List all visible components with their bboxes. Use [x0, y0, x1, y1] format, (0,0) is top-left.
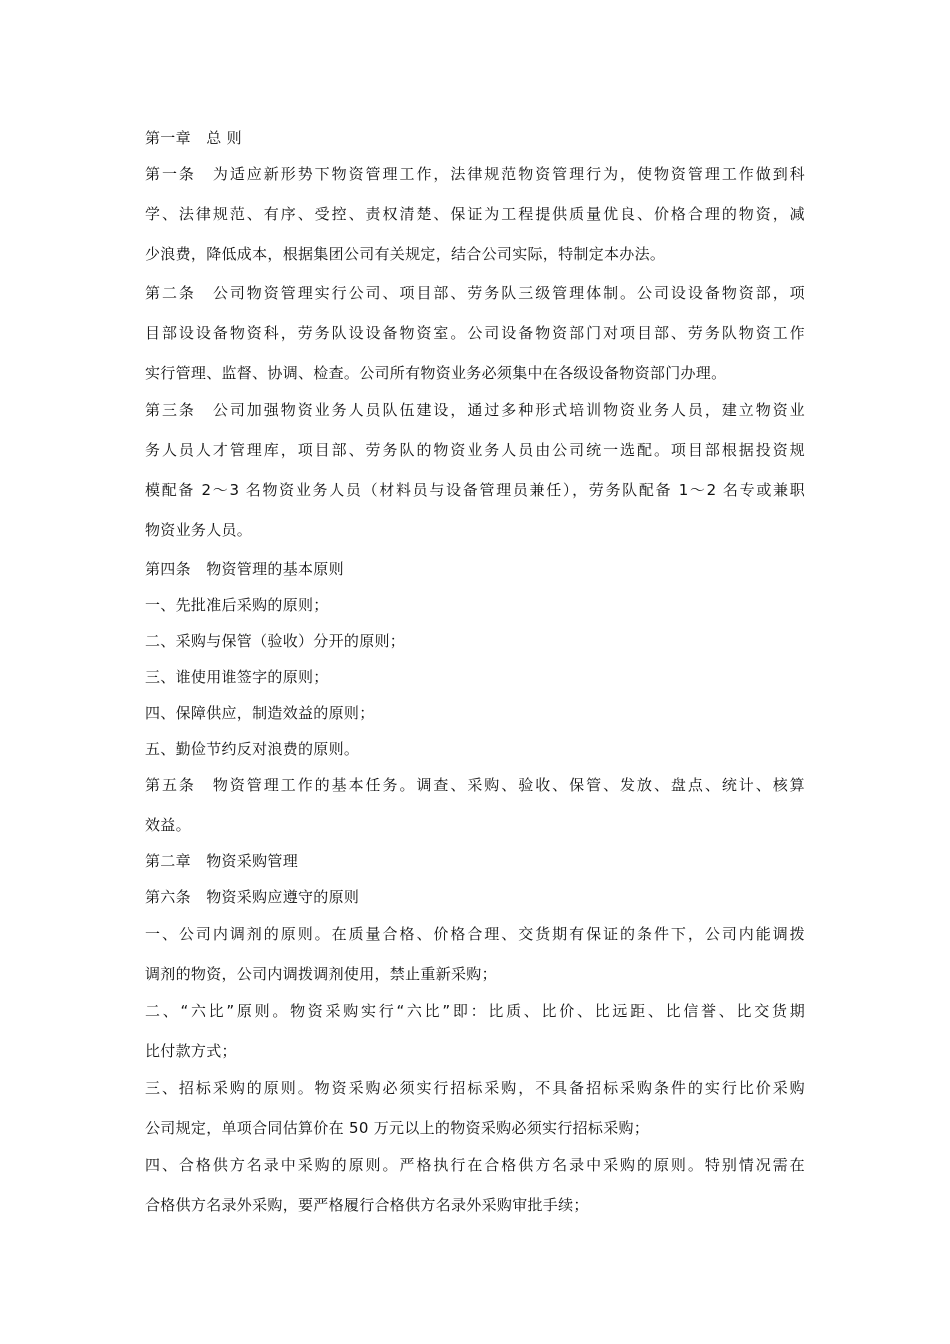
procurement-1-line-1: 一、公司内调剂的原则。在质量合格、价格合理、交货期有保证的条件下，公司内能调拨 [145, 925, 805, 943]
chapter-2-heading: 第二章 物资采购管理 [145, 852, 299, 870]
article-2-line-2: 目部设设备物资科，劳务队设设备物资室。公司设备物资部门对项目部、劳务队物资工作 [145, 324, 805, 342]
principle-4: 四、保障供应，制造效益的原则； [145, 704, 375, 722]
article-1-line-2: 学、法律规范、有序、受控、责权清楚、保证为工程提供质量优良、价格合理的物资，减 [145, 205, 805, 223]
principle-1: 一、先批准后采购的原则； [145, 596, 329, 614]
article-2-line-3: 实行管理、监督、协调、检查。公司所有物资业务必须集中在各级设备物资部门办理。 [145, 364, 727, 382]
procurement-2-line-1: 二、“六比”原则。物资采购实行“六比”即：比质、比价、比远距、比信誉、比交货期 [145, 1002, 805, 1020]
article-6-heading: 第六条 物资采购应遵守的原则 [145, 888, 360, 906]
procurement-4-line-1: 四、合格供方名录中采购的原则。严格执行在合格供方名录中采购的原则。特别情况需在 [145, 1156, 805, 1174]
principle-5: 五、勤俭节约反对浪费的原则。 [145, 740, 360, 758]
principle-2: 二、采购与保管（验收）分开的原则； [145, 632, 406, 650]
chapter-1-heading: 第一章 总 则 [145, 129, 242, 147]
article-5-line-1: 第五条 物资管理工作的基本任务。调查、采购、验收、保管、发放、盘点、统计、核算 [145, 776, 805, 794]
procurement-2-line-2: 比付款方式； [145, 1042, 237, 1060]
procurement-1-line-2: 调剂的物资，公司内调拨调剂使用，禁止重新采购； [145, 965, 497, 983]
procurement-3-line-2: 公司规定，单项合同估算价在 50 万元以上的物资采购必须实行招标采购； [145, 1119, 650, 1137]
procurement-4-line-2: 合格供方名录外采购，要严格履行合格供方名录外采购审批手续； [145, 1196, 589, 1214]
article-5-line-2: 效益。 [145, 816, 191, 834]
article-2-line-1: 第二条 公司物资管理实行公司、项目部、劳务队三级管理体制。公司设设备物资部，项 [145, 284, 805, 302]
principle-3: 三、谁使用谁签字的原则； [145, 668, 329, 686]
article-3-line-4: 物资业务人员。 [145, 521, 253, 539]
article-3-line-1: 第三条 公司加强物资业务人员队伍建设，通过多种形式培训物资业务人员，建立物资业 [145, 401, 805, 419]
article-3-line-2: 务人员人才管理库，项目部、劳务队的物资业务人员由公司统一选配。项目部根据投资规 [145, 441, 805, 459]
article-3-line-3: 模配备 2～3 名物资业务人员（材料员与设备管理员兼任），劳务队配备 1～2 名专或兼职 [145, 481, 805, 499]
article-1-line-1: 第一条 为适应新形势下物资管理工作，法律规范物资管理行为，使物资管理工作做到科 [145, 165, 805, 183]
article-1-line-3: 少浪费，降低成本，根据集团公司有关规定，结合公司实际，特制定本办法。 [145, 245, 666, 263]
procurement-3-line-1: 三、招标采购的原则。物资采购必须实行招标采购，不具备招标采购条件的实行比价采购 [145, 1079, 805, 1097]
article-4-heading: 第四条 物资管理的基本原则 [145, 560, 344, 578]
